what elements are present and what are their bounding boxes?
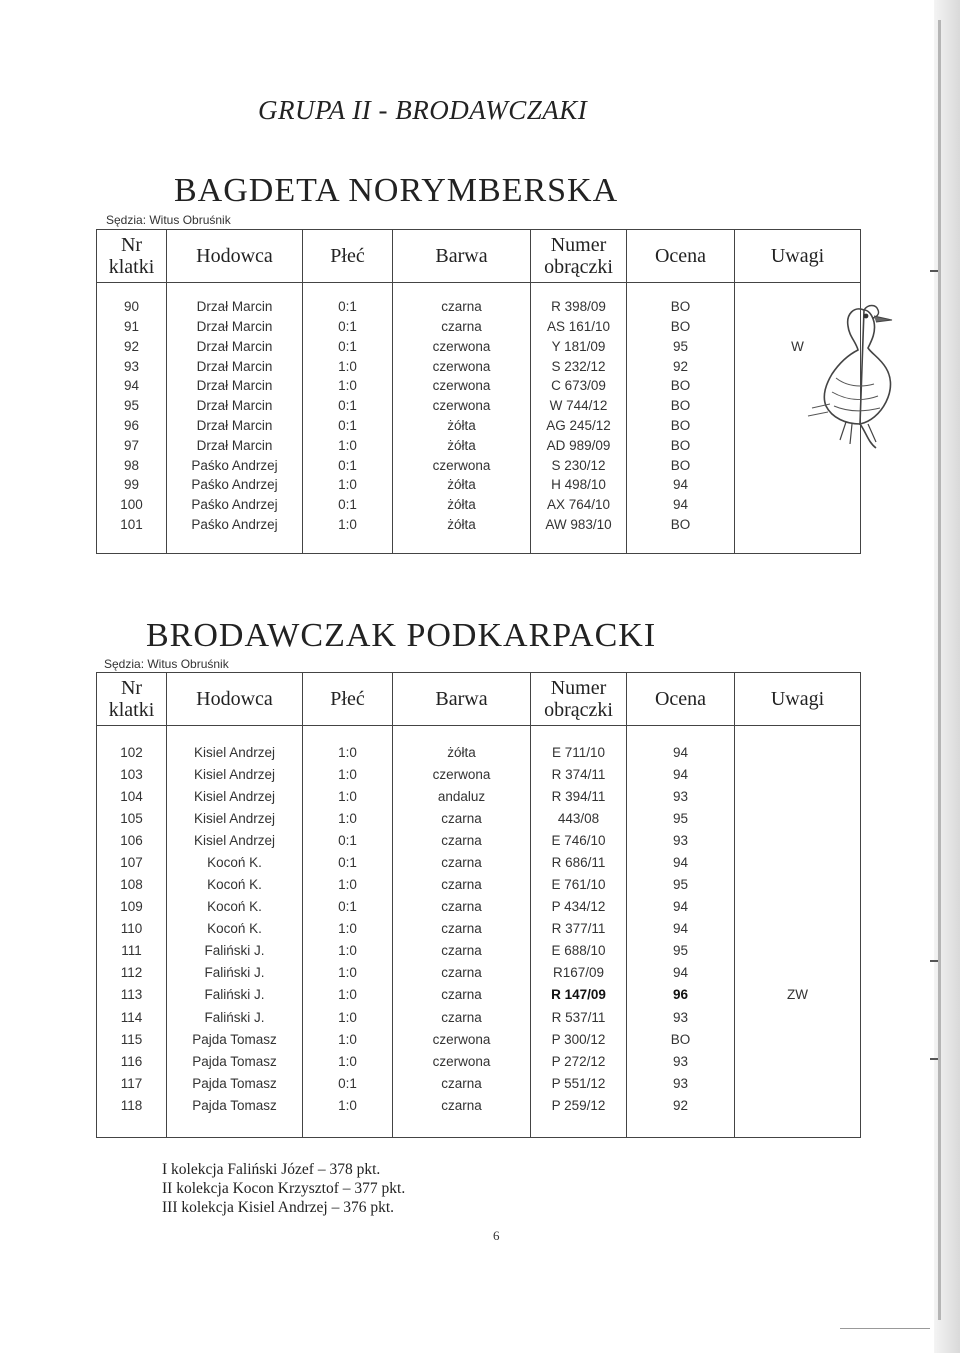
breeder-cell: Faliński J. (167, 1006, 303, 1028)
sex-cell: 0:1 (303, 495, 393, 515)
notes-cell (735, 962, 861, 984)
results-table-bagdeta (96, 229, 861, 554)
color-cell: czarna (393, 940, 531, 962)
table-row (97, 456, 861, 476)
breeder-cell: Kisiel Andrzej (167, 830, 303, 852)
score-cell: 96 (627, 984, 735, 1006)
table-row (97, 940, 861, 962)
color-cell: czarna (393, 317, 531, 337)
ring-number-cell: C 673/09 (531, 376, 627, 396)
results-table-brodawczak (96, 672, 861, 1138)
page-number: 6 (493, 1228, 500, 1243)
breed-title-bagdeta: BAGDETA NORYMBERSKA (174, 172, 619, 209)
cage-number-cell: 118 (97, 1095, 167, 1117)
notes-cell: W (735, 337, 861, 357)
cage-number-cell: 94 (97, 376, 167, 396)
header-score: Ocena (627, 673, 735, 726)
cage-number-cell: 99 (97, 475, 167, 495)
color-cell: czerwona (393, 337, 531, 357)
table-row (97, 317, 861, 337)
spacer-cell (303, 1117, 393, 1138)
spacer-cell (97, 535, 167, 554)
color-cell: czerwona (393, 376, 531, 396)
scan-mark (930, 960, 938, 962)
breeder-cell: Paśko Andrzej (167, 475, 303, 495)
cage-number-cell: 97 (97, 436, 167, 456)
ring-number-cell: R 398/09 (531, 297, 627, 317)
color-cell: żółta (393, 416, 531, 436)
color-cell: żółta (393, 515, 531, 535)
page-edge-shadow (934, 0, 960, 1353)
sex-cell: 1:0 (303, 1095, 393, 1117)
cage-number-cell: 116 (97, 1051, 167, 1073)
table-row (97, 396, 861, 416)
table-row (97, 297, 861, 317)
cage-number-cell: 110 (97, 918, 167, 940)
color-cell: czarna (393, 1006, 531, 1028)
cage-number-cell: 115 (97, 1028, 167, 1050)
cage-number-cell: 100 (97, 495, 167, 515)
breeder-cell: Drzał Marcin (167, 317, 303, 337)
table-row (97, 962, 861, 984)
notes-cell (735, 1095, 861, 1117)
score-cell: 93 (627, 786, 735, 808)
score-cell: 94 (627, 764, 735, 786)
score-cell: 93 (627, 1073, 735, 1095)
notes-cell (735, 742, 861, 764)
header-breeder: Hodowca (167, 673, 303, 726)
table-row (97, 896, 861, 918)
table-row (97, 918, 861, 940)
color-cell: czarna (393, 1095, 531, 1117)
sex-cell: 1:0 (303, 1028, 393, 1050)
score-cell: 93 (627, 1006, 735, 1028)
header-sex: Płeć (303, 673, 393, 726)
header-cage: Nr klatki (97, 230, 167, 283)
cage-number-cell: 95 (97, 396, 167, 416)
breeder-cell: Faliński J. (167, 940, 303, 962)
color-cell: czerwona (393, 1028, 531, 1050)
cage-number-cell: 101 (97, 515, 167, 535)
score-cell: 94 (627, 742, 735, 764)
notes-cell (735, 764, 861, 786)
header-ring: Numer obrączki (531, 673, 627, 726)
sex-cell: 0:1 (303, 317, 393, 337)
score-cell: BO (627, 376, 735, 396)
cage-number-cell: 102 (97, 742, 167, 764)
breeder-cell: Kocoń K. (167, 918, 303, 940)
cage-number-cell: 103 (97, 764, 167, 786)
score-cell: 94 (627, 495, 735, 515)
sex-cell: 1:0 (303, 436, 393, 456)
color-cell: czerwona (393, 1051, 531, 1073)
table-row (97, 357, 861, 377)
spacer-cell (393, 283, 531, 298)
table-row (97, 436, 861, 456)
collection-line-1: I kolekcja Faliński Józef – 378 pkt. (162, 1161, 381, 1178)
spacer-cell (97, 726, 167, 742)
sex-cell: 0:1 (303, 1073, 393, 1095)
breeder-cell: Drzał Marcin (167, 357, 303, 377)
collection-line-3: III kolekcja Kisiel Andrzej – 376 pkt. (162, 1199, 395, 1216)
notes-cell (735, 1073, 861, 1095)
table-row (97, 515, 861, 535)
breeder-cell: Pajda Tomasz (167, 1073, 303, 1095)
spacer-row (97, 535, 861, 554)
notes-cell (735, 495, 861, 515)
score-cell: 95 (627, 874, 735, 896)
header-sex: Płeć (303, 230, 393, 283)
ring-number-cell: E 711/10 (531, 742, 627, 764)
cage-number-cell: 105 (97, 808, 167, 830)
sex-cell: 1:0 (303, 786, 393, 808)
notes-cell (735, 1051, 861, 1073)
ring-number-cell: P 551/12 (531, 1073, 627, 1095)
spacer-cell (531, 726, 627, 742)
score-cell: BO (627, 297, 735, 317)
spacer-cell (97, 283, 167, 298)
table-row (97, 1051, 861, 1073)
notes-cell (735, 515, 861, 535)
sex-cell: 0:1 (303, 852, 393, 874)
sex-cell: 0:1 (303, 456, 393, 476)
sex-cell: 1:0 (303, 742, 393, 764)
color-cell: czarna (393, 918, 531, 940)
table-row (97, 852, 861, 874)
score-cell: 93 (627, 830, 735, 852)
color-cell: żółta (393, 436, 531, 456)
color-cell: czerwona (393, 357, 531, 377)
sex-cell: 0:1 (303, 337, 393, 357)
table-row (97, 742, 861, 764)
ring-number-cell: P 434/12 (531, 896, 627, 918)
color-cell: żółta (393, 742, 531, 764)
sex-cell: 1:0 (303, 940, 393, 962)
spacer-cell (531, 1117, 627, 1138)
spacer-cell (735, 535, 861, 554)
score-cell: BO (627, 1028, 735, 1050)
score-cell: 94 (627, 475, 735, 495)
breeder-cell: Kocoń K. (167, 874, 303, 896)
cage-number-cell: 106 (97, 830, 167, 852)
notes-cell (735, 1006, 861, 1028)
breeder-cell: Drzał Marcin (167, 337, 303, 357)
ring-number-cell: S 230/12 (531, 456, 627, 476)
breeder-cell: Kisiel Andrzej (167, 742, 303, 764)
spacer-cell (393, 726, 531, 742)
header-notes: Uwagi (735, 673, 861, 726)
table-row (97, 874, 861, 896)
spacer-cell (167, 535, 303, 554)
color-cell: czerwona (393, 396, 531, 416)
score-cell: 94 (627, 962, 735, 984)
score-cell: 93 (627, 1051, 735, 1073)
breeder-cell: Drzał Marcin (167, 436, 303, 456)
color-cell: czarna (393, 808, 531, 830)
cage-number-cell: 90 (97, 297, 167, 317)
ring-number-cell: E 746/10 (531, 830, 627, 852)
spacer-cell (735, 1117, 861, 1138)
sex-cell: 0:1 (303, 396, 393, 416)
ring-number-cell: R 374/11 (531, 764, 627, 786)
cage-number-cell: 104 (97, 786, 167, 808)
spacer-cell (735, 726, 861, 742)
score-cell: 94 (627, 852, 735, 874)
breeder-cell: Paśko Andrzej (167, 456, 303, 476)
pigeon-illustration-icon (806, 292, 904, 452)
table-row (97, 1073, 861, 1095)
cage-number-cell: 92 (97, 337, 167, 357)
sex-cell: 1:0 (303, 808, 393, 830)
score-cell: BO (627, 515, 735, 535)
cage-number-cell: 112 (97, 962, 167, 984)
cage-number-cell: 107 (97, 852, 167, 874)
score-cell: BO (627, 396, 735, 416)
header-breeder: Hodowca (167, 230, 303, 283)
sex-cell: 1:0 (303, 1051, 393, 1073)
scan-mark (930, 1058, 938, 1060)
notes-cell (735, 852, 861, 874)
scan-mark (840, 1328, 930, 1329)
header-notes: Uwagi (735, 230, 861, 283)
cage-number-cell: 109 (97, 896, 167, 918)
score-cell: 95 (627, 940, 735, 962)
spacer-cell (303, 283, 393, 298)
cage-number-cell: 114 (97, 1006, 167, 1028)
table-row (97, 495, 861, 515)
table-row (97, 1006, 861, 1028)
breeder-cell: Kisiel Andrzej (167, 786, 303, 808)
breeder-cell: Drzał Marcin (167, 416, 303, 436)
color-cell: czarna (393, 962, 531, 984)
spacer-cell (303, 535, 393, 554)
color-cell: czarna (393, 874, 531, 896)
notes-cell (735, 874, 861, 896)
sex-cell: 1:0 (303, 1006, 393, 1028)
cage-number-cell: 108 (97, 874, 167, 896)
ring-number-cell: R 147/09 (531, 984, 627, 1006)
cage-number-cell: 96 (97, 416, 167, 436)
color-cell: czarna (393, 852, 531, 874)
color-cell: czarna (393, 297, 531, 317)
breeder-cell: Kisiel Andrzej (167, 764, 303, 786)
table-body (97, 726, 861, 1138)
color-cell: żółta (393, 495, 531, 515)
sex-cell: 0:1 (303, 896, 393, 918)
table-row (97, 808, 861, 830)
notes-cell: ZW (735, 984, 861, 1006)
group-title: GRUPA II - BRODAWCZAKI (258, 95, 588, 125)
color-cell: andaluz (393, 786, 531, 808)
ring-number-cell: R 377/11 (531, 918, 627, 940)
table-row (97, 830, 861, 852)
sex-cell: 1:0 (303, 515, 393, 535)
spacer-cell (393, 1117, 531, 1138)
ring-number-cell: R167/09 (531, 962, 627, 984)
spacer-cell (97, 1117, 167, 1138)
color-cell: czarna (393, 896, 531, 918)
score-cell: BO (627, 317, 735, 337)
ring-number-cell: R 537/11 (531, 1006, 627, 1028)
ring-number-cell: R 394/11 (531, 786, 627, 808)
breeder-cell: Drzał Marcin (167, 376, 303, 396)
score-cell: 92 (627, 1095, 735, 1117)
spacer-row (97, 726, 861, 742)
ring-number-cell: P 300/12 (531, 1028, 627, 1050)
sex-cell: 1:0 (303, 764, 393, 786)
sex-cell: 1:0 (303, 874, 393, 896)
cage-number-cell: 91 (97, 317, 167, 337)
sex-cell: 1:0 (303, 984, 393, 1006)
spacer-row (97, 1117, 861, 1138)
color-cell: czarna (393, 1073, 531, 1095)
ring-number-cell: Y 181/09 (531, 337, 627, 357)
scan-mark (930, 270, 938, 272)
breeder-cell: Kocoń K. (167, 896, 303, 918)
ring-number-cell: 443/08 (531, 808, 627, 830)
spacer-cell (167, 726, 303, 742)
notes-cell (735, 456, 861, 476)
score-cell: BO (627, 416, 735, 436)
ring-number-cell: W 744/12 (531, 396, 627, 416)
breeder-cell: Kisiel Andrzej (167, 808, 303, 830)
breeder-cell: Drzał Marcin (167, 297, 303, 317)
spacer-cell (627, 726, 735, 742)
notes-cell (735, 896, 861, 918)
ring-number-cell: H 498/10 (531, 475, 627, 495)
color-cell: żółta (393, 475, 531, 495)
ring-number-cell: S 232/12 (531, 357, 627, 377)
spacer-cell (393, 535, 531, 554)
spacer-cell (167, 283, 303, 298)
breeder-cell: Faliński J. (167, 984, 303, 1006)
ring-number-cell: P 259/12 (531, 1095, 627, 1117)
sex-cell: 1:0 (303, 376, 393, 396)
breeder-cell: Drzał Marcin (167, 396, 303, 416)
sex-cell: 0:1 (303, 297, 393, 317)
ring-number-cell: R 686/11 (531, 852, 627, 874)
judge-line: Sędzia: Witus Obruśnik (106, 213, 231, 227)
breeder-cell: Kocoń K. (167, 852, 303, 874)
score-cell: 95 (627, 808, 735, 830)
breeder-cell: Pajda Tomasz (167, 1095, 303, 1117)
collection-line-2: II kolekcja Kocon Krzysztof – 377 pkt. (162, 1180, 406, 1197)
ring-number-cell: P 272/12 (531, 1051, 627, 1073)
spacer-cell (627, 1117, 735, 1138)
breeder-cell: Pajda Tomasz (167, 1051, 303, 1073)
notes-cell (735, 786, 861, 808)
breeder-cell: Faliński J. (167, 962, 303, 984)
ring-number-cell: E 688/10 (531, 940, 627, 962)
collection-summary (162, 1160, 405, 1217)
color-cell: czarna (393, 984, 531, 1006)
header-cage: Nr klatki (97, 673, 167, 726)
spacer-cell (531, 283, 627, 298)
judge-line: Sędzia: Witus Obruśnik (104, 657, 229, 671)
header-score: Ocena (627, 230, 735, 283)
header-color: Barwa (393, 673, 531, 726)
notes-cell (735, 830, 861, 852)
breeder-cell: Pajda Tomasz (167, 1028, 303, 1050)
notes-cell (735, 918, 861, 940)
spacer-cell (531, 535, 627, 554)
spacer-cell (167, 1117, 303, 1138)
breeder-cell: Paśko Andrzej (167, 495, 303, 515)
score-cell: 94 (627, 918, 735, 940)
score-cell: BO (627, 436, 735, 456)
table-row (97, 984, 861, 1006)
table-row (97, 1095, 861, 1117)
color-cell: czarna (393, 830, 531, 852)
ring-number-cell: AX 764/10 (531, 495, 627, 515)
notes-cell (735, 1028, 861, 1050)
sex-cell: 0:1 (303, 830, 393, 852)
table-row (97, 376, 861, 396)
spacer-row (97, 283, 861, 298)
ring-number-cell: AD 989/09 (531, 436, 627, 456)
breeder-cell: Paśko Andrzej (167, 515, 303, 535)
cage-number-cell: 98 (97, 456, 167, 476)
ring-number-cell: AW 983/10 (531, 515, 627, 535)
cage-number-cell: 111 (97, 940, 167, 962)
spacer-cell (627, 535, 735, 554)
sex-cell: 1:0 (303, 357, 393, 377)
color-cell: czerwona (393, 456, 531, 476)
table-row (97, 764, 861, 786)
ring-number-cell: E 761/10 (531, 874, 627, 896)
table-row (97, 337, 861, 357)
spacer-cell (303, 726, 393, 742)
cage-number-cell: 93 (97, 357, 167, 377)
notes-cell (735, 808, 861, 830)
header-color: Barwa (393, 230, 531, 283)
table-row (97, 475, 861, 495)
table-row (97, 1028, 861, 1050)
table-row (97, 416, 861, 436)
spacer-cell (627, 283, 735, 298)
score-cell: 94 (627, 896, 735, 918)
score-cell: 92 (627, 357, 735, 377)
score-cell: 95 (627, 337, 735, 357)
sex-cell: 0:1 (303, 416, 393, 436)
ring-number-cell: AS 161/10 (531, 317, 627, 337)
ring-number-cell: AG 245/12 (531, 416, 627, 436)
sex-cell: 1:0 (303, 962, 393, 984)
cage-number-cell: 113 (97, 984, 167, 1006)
table-body (97, 283, 861, 554)
breed-title-brodawczak: BRODAWCZAK PODKARPACKI (146, 617, 657, 654)
cage-number-cell: 117 (97, 1073, 167, 1095)
header-ring: Numer obrączki (531, 230, 627, 283)
notes-cell (735, 475, 861, 495)
notes-cell (735, 940, 861, 962)
score-cell: BO (627, 456, 735, 476)
color-cell: czerwona (393, 764, 531, 786)
sex-cell: 1:0 (303, 475, 393, 495)
table-row (97, 786, 861, 808)
sex-cell: 1:0 (303, 918, 393, 940)
